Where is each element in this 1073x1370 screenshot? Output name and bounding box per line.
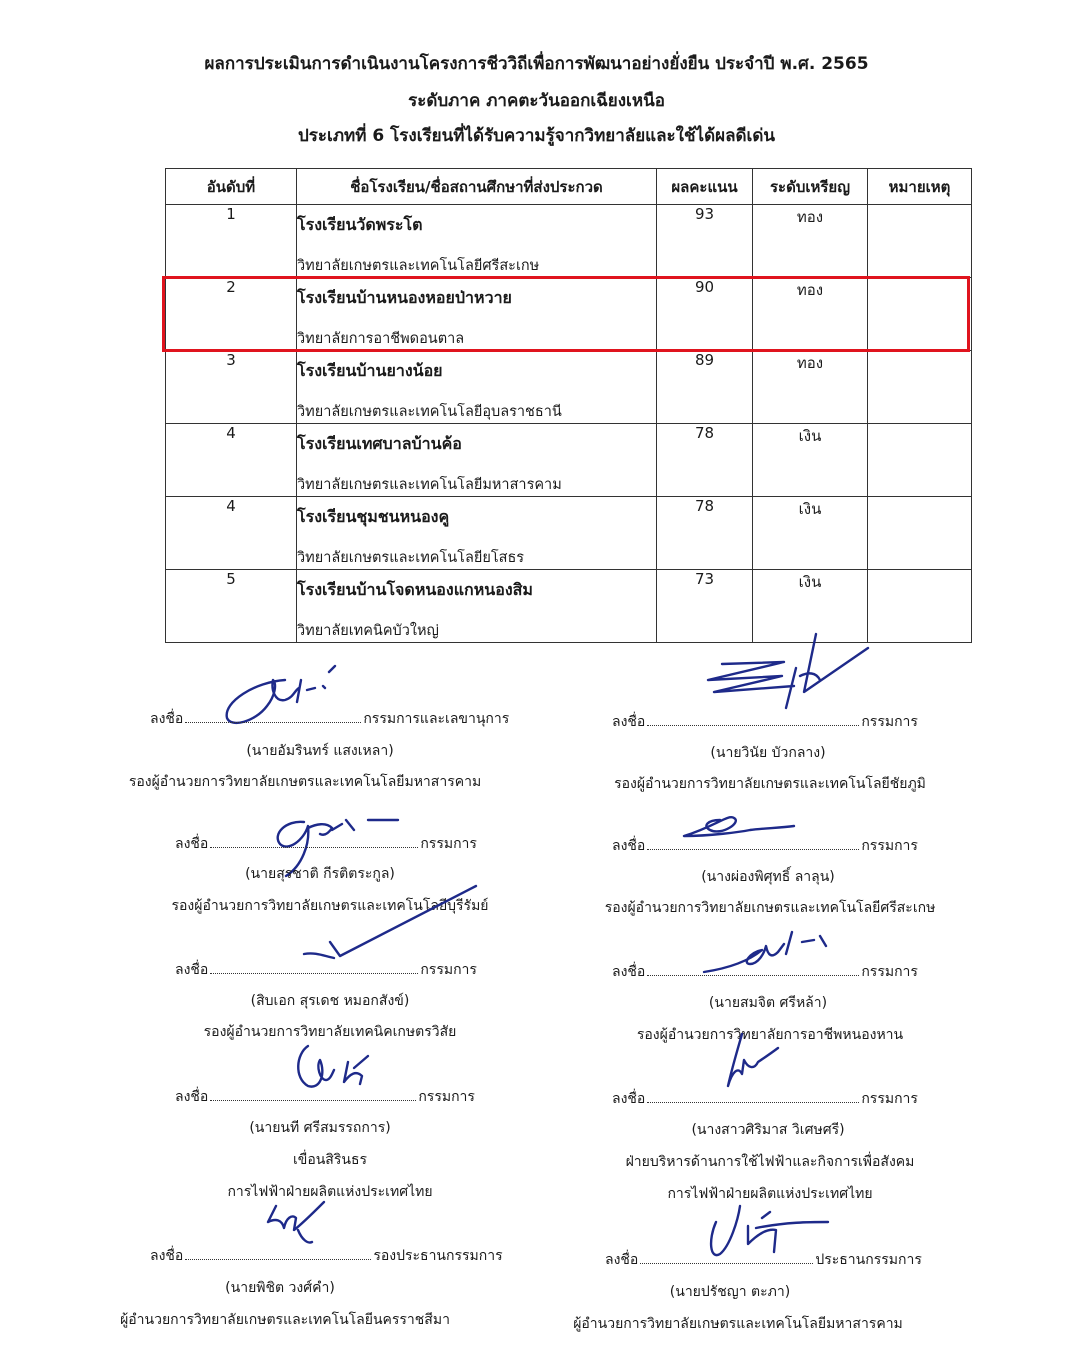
college-name: วิทยาลัยเกษตรและเทคโนโลยีมหาสารคาม: [297, 477, 562, 493]
sign-label: ลงชื่อ: [612, 714, 646, 730]
signer-position: รองผู้อำนวยการวิทยาลัยเกษตรและเทคโนโลยีมหาสารคาม: [128, 774, 482, 790]
rank-cell: 1: [166, 205, 297, 278]
signer-name: (นายวินัย บัวกลาง): [710, 745, 826, 761]
rank-cell: 4: [166, 424, 297, 497]
rank-cell: 5: [166, 570, 297, 643]
table-header-row: [166, 169, 972, 205]
school-name: โรงเรียนวัดพระโต: [297, 215, 423, 234]
college-name: วิทยาลัยเกษตรและเทคโนโลยีอุบลราชธานี: [297, 404, 562, 420]
note-cell: [868, 351, 972, 424]
table-row: [166, 278, 972, 351]
signer-name: (นางสาวศิริมาส วิเศษศรี): [691, 1122, 845, 1138]
signature-line: [175, 959, 477, 981]
document-title: ผลการประเมินการดำเนินงานโครงการชีววิถีเพื่อการพัฒนาอย่างยั่งยืน ประจำปี พ.ศ. 2565: [204, 54, 869, 74]
signature-mark: [718, 1030, 788, 1090]
signer-role: กรรมการ: [420, 836, 477, 852]
school-cell: [297, 351, 657, 424]
signature-mark: [262, 1196, 342, 1251]
signer-role: กรรมการและเลขานุการ: [363, 711, 510, 727]
signer-name: (นายพิชิต วงศ์คำ): [225, 1280, 335, 1296]
score-cell: 73: [657, 570, 753, 643]
signature-line: [612, 1088, 918, 1110]
college-name: วิทยาลัยเทคนิคบัวใหญ่: [297, 623, 439, 639]
school-name: โรงเรียนบ้านโจดหนองแกหนองสิม: [297, 580, 533, 599]
score-cell: 90: [657, 278, 753, 351]
rank-cell: 3: [166, 351, 297, 424]
signer-position: ผู้อำนวยการวิทยาลัยเกษตรและเทคโนโลยีนครราชสีมา: [120, 1312, 450, 1328]
signer-role: ประธานกรรมการ: [815, 1252, 922, 1268]
sign-label: ลงชื่อ: [605, 1252, 639, 1268]
school-name: โรงเรียนบ้านยางน้อย: [297, 361, 443, 380]
document-subtitle-category: ประเภทที่ 6 โรงเรียนที่ได้รับความรู้จากวิทยาลัยและใช้ได้ผลดีเด่น: [297, 126, 775, 146]
signer-name: (นายปรัชญา ตะภา): [669, 1284, 791, 1300]
medal-cell: ทอง: [753, 205, 868, 278]
signer-role: กรรมการ: [861, 964, 918, 980]
signer-position: รองผู้อำนวยการวิทยาลัยเกษตรและเทคโนโลยีบุรีรัมย์: [171, 898, 489, 914]
school-cell: [297, 570, 657, 643]
school-cell: [297, 497, 657, 570]
signature-line: [612, 961, 918, 983]
col-header-note: หมายเหตุ: [868, 169, 972, 205]
col-header-score: ผลคะแนน: [657, 169, 753, 205]
signer-position: ฝ่ายบริหารด้านการใช้ไฟฟ้าและกิจการเพื่อสังคม: [625, 1154, 915, 1170]
signer-name: (นายสุรชาติ กีรติตระกูล): [245, 866, 395, 882]
signer-role: กรรมการ: [420, 962, 477, 978]
note-cell: [868, 570, 972, 643]
score-cell: 89: [657, 351, 753, 424]
signer-name: (นางผ่องพิศุทธิ์ ลาลุน): [701, 869, 835, 885]
college-name: วิทยาลัยการอาชีพดอนตาล: [297, 331, 465, 347]
signer-position: การไฟฟ้าฝ่ายผลิตแห่งประเทศไทย: [667, 1186, 873, 1202]
table-row: [166, 497, 972, 570]
signer-name: (นายสมจิต ศรีหล้า): [708, 995, 828, 1011]
signature-line: [612, 835, 918, 857]
signer-position: ผู้อำนวยการวิทยาลัยเกษตรและเทคโนโลยีมหาสารคาม: [573, 1316, 903, 1332]
medal-cell: เงิน: [753, 497, 868, 570]
sign-label: ลงชื่อ: [175, 836, 209, 852]
signer-role: กรรมการ: [418, 1089, 475, 1105]
signer-position: รองผู้อำนวยการวิทยาลัยเกษตรและเทคโนโลยีศรีสะเกษ: [604, 900, 936, 916]
note-cell: [868, 278, 972, 351]
note-cell: [868, 205, 972, 278]
col-header-rank: อันดับที่: [166, 169, 297, 205]
signature-line: [175, 833, 477, 855]
col-header-school: ชื่อโรงเรียน/ชื่อสถานศึกษาที่ส่งประกวด: [297, 169, 657, 205]
signer-position: การไฟฟ้าฝ่ายผลิตแห่งประเทศไทย: [227, 1184, 433, 1200]
sign-label: ลงชื่อ: [175, 1089, 209, 1105]
signer-name: (นายอัมรินทร์ แสงเหลา): [246, 743, 394, 759]
signer-position: รองผู้อำนวยการวิทยาลัยการอาชีพหนองหาน: [636, 1027, 904, 1043]
note-cell: [868, 497, 972, 570]
school-cell: [297, 278, 657, 351]
sign-label: ลงชื่อ: [612, 838, 646, 854]
sign-label: ลงชื่อ: [175, 962, 209, 978]
school-name: โรงเรียนบ้านหนองหอยป่าหวาย: [297, 288, 512, 307]
score-cell: 93: [657, 205, 753, 278]
table-row: [166, 351, 972, 424]
signer-role: รองประธานกรรมการ: [373, 1248, 503, 1264]
signer-role: กรรมการ: [861, 838, 918, 854]
school-cell: [297, 205, 657, 278]
rank-cell: 2: [166, 278, 297, 351]
signature-mark: [300, 880, 480, 965]
medal-cell: เงิน: [753, 424, 868, 497]
signer-position: รองผู้อำนวยการวิทยาลัยเทคนิคเกษตรวิสัย: [203, 1024, 457, 1040]
document-subtitle-region: ระดับภาค ภาคตะวันออกเฉียงเหนือ: [408, 91, 665, 111]
medal-cell: ทอง: [753, 278, 868, 351]
col-header-medal: ระดับเหรียญ: [753, 169, 868, 205]
school-name: โรงเรียนชุมชนหนองคู: [297, 507, 450, 526]
score-cell: 78: [657, 424, 753, 497]
table-row: [166, 424, 972, 497]
sign-label: ลงชื่อ: [150, 1248, 184, 1264]
signature-line: [612, 711, 918, 733]
medal-cell: เงิน: [753, 570, 868, 643]
signature-line: [150, 1245, 503, 1267]
table-row: [166, 205, 972, 278]
signer-role: กรรมการ: [861, 1091, 918, 1107]
signer-name: (สิบเอก สุรเดช หมอกสังข์): [250, 993, 410, 1009]
college-name: วิทยาลัยเกษตรและเทคโนโลยียโสธร: [297, 550, 525, 566]
results-table: [165, 168, 972, 643]
signature-mark: [700, 628, 875, 723]
signer-name: (นายนที ศรีสมรรถการ): [249, 1120, 391, 1136]
sign-label: ลงชื่อ: [150, 711, 184, 727]
score-cell: 78: [657, 497, 753, 570]
signature-line: [150, 708, 509, 730]
signer-position: เขื่อนสิรินธร: [292, 1152, 368, 1168]
sign-label: ลงชื่อ: [612, 964, 646, 980]
sign-label: ลงชื่อ: [612, 1091, 646, 1107]
signature-line: [605, 1249, 922, 1271]
school-name: โรงเรียนเทศบาลบ้านค้อ: [297, 434, 462, 453]
medal-cell: ทอง: [753, 351, 868, 424]
school-cell: [297, 424, 657, 497]
signature-line: [175, 1086, 475, 1108]
rank-cell: 4: [166, 497, 297, 570]
signer-position: รองผู้อำนวยการวิทยาลัยเกษตรและเทคโนโลยีชัยภูมิ: [614, 776, 926, 792]
note-cell: [868, 424, 972, 497]
signer-role: กรรมการ: [861, 714, 918, 730]
college-name: วิทยาลัยเกษตรและเทคโนโลยีศรีสะเกษ: [297, 258, 540, 274]
